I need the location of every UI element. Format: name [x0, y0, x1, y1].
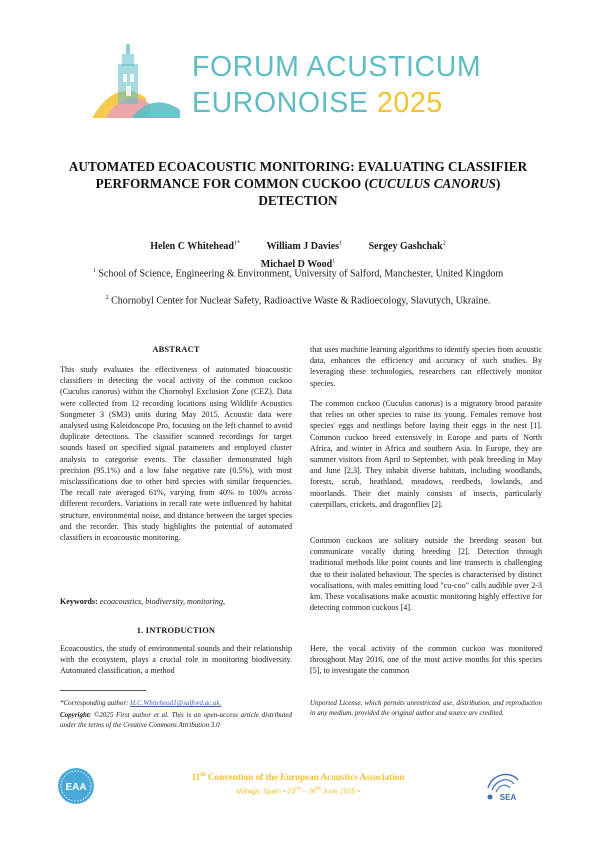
- conference-year: 2025: [376, 87, 443, 119]
- footnote-rule: [60, 690, 146, 691]
- author-email-link[interactable]: H.C.Whitehead1@salford.ac.uk.: [130, 699, 222, 707]
- keywords-label: Keywords:: [60, 597, 98, 606]
- affiliation-2: $^2$ Chornobyl Center for Nuclear Safety, Radioactive Waste & Radioecology, Slavutych, Ukraine.: [105, 295, 491, 307]
- convention-title: 11th Convention of the European Acoustics Association: [191, 772, 405, 783]
- abstract-text: This study evaluates the effectiveness of automated bioacoustic classifiers in detecting the vocal activity of the common cuckoo (Cuculus canorus) within the Chornobyl Exclusion Zone (CEZ). Data were collected from 12 recording locations using Wildlife Acoustics Songmeter 3 (SM3) units during May 2015. Acoustic data were analysed using Kaleidoscope Pro, focusing on the left channel to avoid duplicate detections. The classifier scanned recordings for target sounds based on specified signal parameters and employed cluster analysis to categorise events. The classifier demonstrated high precision (95.1%) and a low false negative rate (0.5%), with most misclassifications due to other bird species with similar frequencies. The recall rate averaged 61%, varying from 40% to 100% across different recorders. Variations in recall rate were influenced by habitat structure, environmental noise, and distance between the target species and the recorder. This study highlights the potential of automated classifiers in ecoacoustic monitoring.: [60, 365, 292, 543]
- keywords-text: ecoacoustics, biodiversity, monitoring,: [99, 597, 226, 606]
- sea-logo-text: SEA: [499, 793, 517, 802]
- copyright-notice: Copyright: ©2025 First author et al. This is an open-access article distributed under the terms of the Creative Commons Attribution 3.0: [60, 711, 292, 729]
- corresponding-author-footnote: *Corresponding author: H.C.Whitehead1@salford.ac.uk.: [60, 699, 222, 707]
- conference-euronoise: EURONOISE: [192, 87, 369, 119]
- intro-para-1: that uses machine learning algorithms to identify species from acoustic data, enhances the efficiency and accuracy of such studies. By leveraging these technologies, researchers can effectively monitor species.: [310, 345, 542, 388]
- keywords: [60, 596, 292, 607]
- title-part1: AUTOMATED ECOACOUSTIC MONITORING: EVALUATING CLASSIFIER PERFORMANCE FOR COMMON CUCKOO (: [68, 159, 528, 191]
- affiliation-1: $^1$ School of Science, Engineering & Environment, University of Salford, Manchester, United Kingdom: [92, 268, 504, 280]
- intro-para-2: The common cuckoo (Cuculus canorus) is a migratory brood parasite that relies on other species to raise its young. Females remove host species' eggs and nestlings before laying their eggs in the nest [1]. Common cuckoo breed extensively in Europe and parts of North Africa, and winter in Africa and southern Asia. In Europe, they are summer visitors from April to September, with peak breeding in May and June [2,3]. They inhabit diverse habitats, including woodlands, forests, scrub, heathland, meadows, reedbeds, lowlands, and moorlands. Their diet mainly consists of insects, particularly caterpillars, crickets, and dragonflies [2].: [310, 399, 542, 509]
- title-species: CUCULUS CANORUS: [368, 176, 496, 191]
- license-text: Unported License, which permits unrestricted use, distribution, and reproduction in any medium, provided the original author and source are credited.: [310, 699, 542, 717]
- convention-place-date: Málaga, Spain • 23rd – 26th June 2025 •: [236, 786, 360, 796]
- eaa-logo: [56, 766, 96, 806]
- author-3: Sergey Gashchak$^2$: [368, 241, 446, 253]
- intro-heading: 1. INTRODUCTION: [136, 626, 216, 635]
- intro-para-4: Here, the vocal activity of the common cuckoo was monitored throughout May 2016, one of the most active months for this species [5], to investigate the common: [310, 644, 542, 676]
- forum-acusticum-logo: [88, 40, 184, 120]
- abstract-heading: ABSTRACT: [152, 345, 200, 354]
- paper-title: [60, 158, 536, 209]
- eaa-logo-text: EAA: [65, 782, 87, 793]
- intro-text: Ecoacoustics, the study of environmental sounds and their relationship with the ecosystem, plays a crucial role in monitoring biodiversity. Automated classification, a method: [60, 644, 292, 676]
- author-4: Michael D Wood$^1$: [260, 258, 336, 270]
- author-1: Helen C Whitehead$^{1*}$: [150, 241, 240, 253]
- sea-logo: [482, 766, 526, 806]
- intro-para-3: Common cuckoos are solitary outside the breeding season but communicate vocally during breeding [2]. Detection through traditional methods like point counts and line transects is challenging due to their isolated behaviour. The species is characterised by distinct vocalisations, with males emitting loud "cu-coo" calls audible over 2-3 km. These vocalisations make acoustic monitoring highly effective for detecting common cuckoos [4].: [310, 536, 542, 613]
- conference-name-line2: [192, 88, 443, 118]
- author-2: William J Davies$^1$: [266, 241, 343, 253]
- title-part2: ) DETECTION: [258, 176, 501, 208]
- conference-name-line1: FORUM ACUSTICUM: [192, 51, 482, 83]
